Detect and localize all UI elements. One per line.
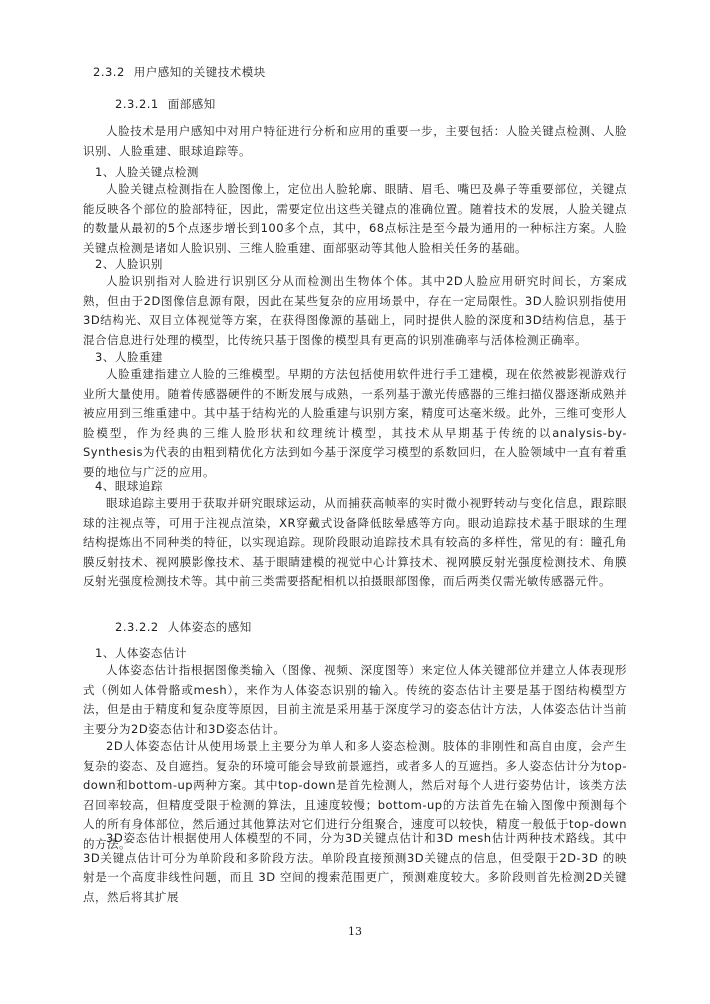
paragraph-face-landmark: 人脸关键点检测指在人脸图像上，定位出人脸轮廓、眼睛、眉毛、嘴巴及鼻子等重要部位，关键点能反映各个部位的脸部特征，因此，需要定位出这些关键点的准确位置。随着技术的发展，人脸关键点的数量从最初的5个点逐步增长到100多个点，其中，68点标注是至今最为通用的一种标注方案。人脸关键点检测是诸如人脸识别、三维人脸重建、面部驱动等其他人脸相关任务的基础。 <box>83 182 627 255</box>
paragraph-face-recognition: 人脸识别指对人脸进行识别区分从而检测出生物体个体。其中2D人脸应用研究时间长，方案成熟，但由于2D图像信息源有限，因此在某些复杂的应用场景中，存在一定局限性。3D人脸识别指使用3D结构光、双目立体视觉等方案，在获得图像源的基础上，同时提供人脸的深度和3D结构信息，基于混合信息进行处理的模型，比传统只基于图像的模型具有更高的识别准确率与活体检测正确率。 <box>83 274 627 347</box>
page-number: 13 <box>348 925 362 938</box>
section-heading-2-3-2 <box>93 64 266 80</box>
paragraph-2d-pose: 2D人体姿态估计从使用场景上主要分为单人和多人姿态检测。肢体的非刚性和高自由度，会产生复杂的姿态、及自遮挡。复杂的环境可能会导致前景遮挡，或者多人的互遮挡。多人姿态估计分为top-down和bottom-up两种方案。其中top-down是首先检测人，然后对每个人进行姿势估计，该类方法召回率较高，但精度受限于检测的算法，且速度较慢；bottom-up的方法首先在输入图像中预测每个人的所有身体部位，然后通过其他算法对它们进行分组聚合，速度可以较快，精度一般低于top-down的方法。 <box>83 739 627 851</box>
section-heading-2-3-2-2 <box>115 619 252 635</box>
subheading-eye-tracking: 4、眼球追踪 <box>95 479 163 493</box>
subheading-face-recognition: 2、人脸识别 <box>95 257 163 271</box>
section-title: 人体姿态的感知 <box>167 620 252 634</box>
section-title: 面部感知 <box>167 97 216 111</box>
paragraph-eye-tracking: 眼球追踪主要用于获取并研究眼球运动，从而捕获高帧率的实时微小视野转动与变化信息，跟踪眼球的注视点等，可用于注视点渲染，XR穿戴式设备降低眩晕感等方向。眼动追踪技术基于眼球的生理结构提炼出不同种类的特征，以实现追踪。现阶段眼动追踪技术具有较高的多样性，常见的有：瞳孔角膜反射技术、视网膜影像技术、基于眼睛建模的视觉中心计算技术、视网膜反射光强度检测技术、角膜反射光强度检测技术等。其中前三类需要搭配相机以拍摄眼部图像，而后两类仅需光敏传感器元件。 <box>83 496 627 589</box>
intro-paragraph: 人脸技术是用户感知中对用户特征进行分析和应用的重要一步，主要包括：人脸关键点检测、人脸识别、人脸重建、眼球追踪等。 <box>83 124 627 158</box>
paragraph-3d-pose: 3D姿态估计根据使用人体模型的不同，分为3D关键点估计和3D mesh估计两种技术路线。其中3D关键点估计可分为单阶段和多阶段方法。单阶段直接预测3D关键点的信息，但受限于2D-3D 的映射是一个高度非线性问题，而且 3D 空间的搜索范围更广，预测难度较大。多阶段则首先检测2D关键点，然后将其扩展 <box>83 831 627 904</box>
subheading-face-reconstruction: 3、人脸重建 <box>95 350 163 364</box>
section-heading-2-3-2-1 <box>115 96 216 112</box>
section-number: 2.3.2.2 <box>115 620 159 634</box>
paragraph-pose-estimation: 人体姿态估计指根据图像类输入（图像、视频、深度图等）来定位人体关键部位并建立人体表现形式（例如人体骨骼或mesh），来作为人体姿态识别的输入。传统的姿态估计主要是基于图结构模型方法，但是由于精度和复杂度等原因，目前主流是采用基于深度学习的姿态估计方法，人体姿态估计当前主要分为2D姿态估计和3D姿态估计。 <box>83 663 627 736</box>
section-title: 用户感知的关键技术模块 <box>133 65 266 79</box>
subheading-face-landmark: 1、人脸关键点检测 <box>95 165 199 179</box>
paragraph-face-reconstruction: 人脸重建指建立人脸的三维模型。早期的方法包括使用软件进行手工建模，现在依然被影视游戏行业所大量使用。随着传感器硬件的不断发展与成熟，一系列基于激光传感器的三维扫描仪器逐渐成熟并被应用到三维重建中。其中基于结构光的人脸重建与识别方案，精度可达毫米级。此外，三维可变形人脸模型，作为经典的三维人脸形状和纹理统计模型，其技术从早期基于传统的以analysis-by-Synthesis为代表的由粗到精优化方法到如今基于深度学习模型的系数回归，在人脸领域中一直有着重要的地位与广泛的应用。 <box>83 367 627 479</box>
section-number: 2.3.2.1 <box>115 97 159 111</box>
subheading-pose-estimation: 1、人体姿态估计 <box>95 646 187 660</box>
section-number: 2.3.2 <box>93 65 125 79</box>
